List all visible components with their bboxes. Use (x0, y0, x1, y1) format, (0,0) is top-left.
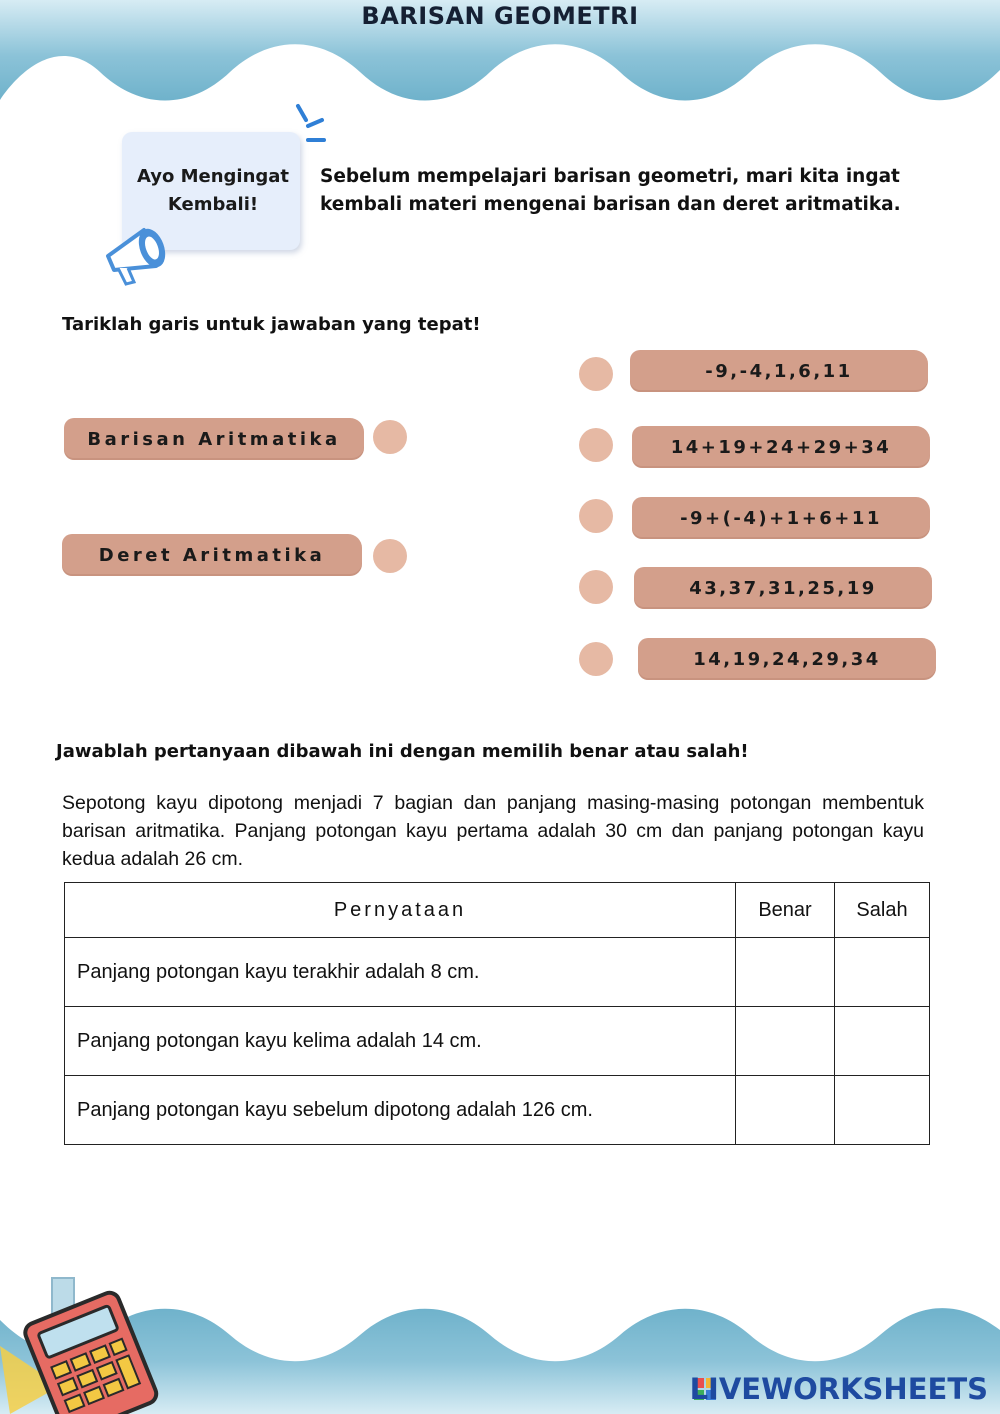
right-connector-dot-5[interactable] (579, 642, 613, 676)
true-false-instruction: Jawablah pertanyaan dibawah ini dengan memilih benar atau salah! (56, 741, 749, 762)
right-item-5: 14,19,24,29,34 (638, 638, 936, 680)
statement-text: Panjang potongan kayu sebelum dipotong adalah 126 cm. (65, 1076, 736, 1145)
left-connector-dot-1[interactable] (373, 420, 407, 454)
table-row (65, 1007, 930, 1076)
reminder-label: Ayo Mengingat Kembali! (136, 166, 290, 215)
right-item-4: 43,37,31,25,19 (634, 567, 932, 609)
statement-table (64, 882, 930, 1145)
page-title: BARISAN GEOMETRI (361, 2, 639, 30)
table-row (65, 1076, 930, 1145)
benar-cell-1[interactable] (736, 938, 835, 1007)
statement-text: Panjang potongan kayu terakhir adalah 8 cm. (65, 938, 736, 1007)
right-connector-dot-1[interactable] (579, 357, 613, 391)
matching-instruction: Tariklah garis untuk jawaban yang tepat! (62, 314, 481, 335)
right-item-1: -9,-4,1,6,11 (630, 350, 928, 392)
liveworksheets-brand[interactable]: LIVEWORKSHEETS (689, 1372, 988, 1406)
left-item-barisan: Barisan Aritmatika (64, 418, 364, 460)
right-item-2: 14+19+24+29+34 (632, 426, 930, 468)
salah-cell-3[interactable] (835, 1076, 930, 1145)
right-connector-dot-2[interactable] (579, 428, 613, 462)
reminder-text: Sebelum mempelajari barisan geometri, mari kita ingat kembali materi mengenai barisan dan deret aritmatika. (320, 166, 901, 215)
benar-cell-3[interactable] (736, 1076, 835, 1145)
left-item-deret: Deret Aritmatika (62, 534, 362, 576)
left-connector-dot-2[interactable] (373, 539, 407, 573)
right-item-3: -9+(-4)+1+6+11 (632, 497, 930, 539)
statement-text: Panjang potongan kayu kelima adalah 14 cm. (65, 1007, 736, 1076)
calculator-icon (0, 1276, 170, 1414)
salah-cell-1[interactable] (835, 938, 930, 1007)
problem-statement: Sepotong kayu dipotong menjadi 7 bagian dan panjang masing-masing potongan membentuk barisan aritmatika. Panjang potongan kayu pertama adalah 30 cm dan panjang potongan kayu kedua adalah 26 cm. (62, 792, 924, 870)
header-pernyataan: Pernyataan (65, 883, 736, 938)
header-benar: Benar (736, 883, 835, 938)
sparkle-lines-icon (292, 100, 332, 150)
salah-cell-2[interactable] (835, 1007, 930, 1076)
table-row (65, 938, 930, 1007)
right-connector-dot-3[interactable] (579, 499, 613, 533)
header-salah: Salah (835, 883, 930, 938)
right-connector-dot-4[interactable] (579, 570, 613, 604)
megaphone-icon (100, 208, 180, 288)
benar-cell-2[interactable] (736, 1007, 835, 1076)
